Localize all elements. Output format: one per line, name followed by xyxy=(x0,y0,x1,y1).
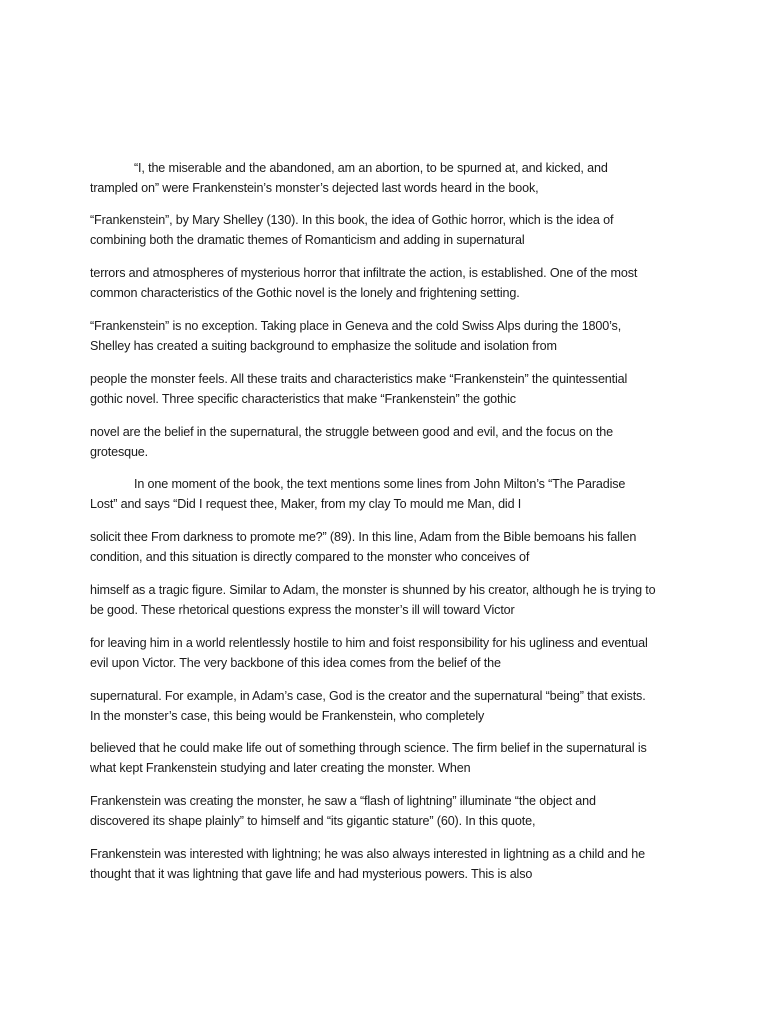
text-line: “Frankenstein” is no exception. Taking place in Geneva and the cold Swiss Alps during the 1800’s, xyxy=(90,319,622,333)
text-line: In the monster’s case, this being would be Frankenstein, who completely xyxy=(90,709,485,723)
text-line: discovered its shape plainly” to himself and “its gigantic stature” (60). In this quote, xyxy=(90,814,536,828)
text-line: In one moment of the book, the text mentions some lines from John Milton’s “The Paradise xyxy=(134,477,626,491)
text-line: people the monster feels. All these traits and characteristics make “Frankenstein” the quintessential xyxy=(90,372,628,386)
text-line: combining both the dramatic themes of Romanticism and adding in supernatural xyxy=(90,233,525,247)
text-line: “I, the miserable and the abandoned, am an abortion, to be spurned at, and kicked, and xyxy=(134,161,608,175)
text-line: for leaving him in a world relentlessly hostile to him and foist responsibility for his ugliness and eventual xyxy=(90,636,648,650)
text-line: what kept Frankenstein studying and later creating the monster. When xyxy=(90,761,471,775)
text-line: Frankenstein was interested with lightning; he was also always interested in lightning as a child and he xyxy=(90,847,645,861)
text-line: thought that it was lightning that gave life and had mysterious powers. This is also xyxy=(90,867,533,881)
text-line: Lost” and says “Did I request thee, Maker, from my clay To mould me Man, did I xyxy=(90,497,522,511)
text-line: supernatural. For example, in Adam’s case, God is the creator and the supernatural “being” that exists. xyxy=(90,689,646,703)
text-line: gothic novel. Three specific characteristics that make “Frankenstein” the gothic xyxy=(90,392,516,406)
text-line: believed that he could make life out of something through science. The firm belief in the supernatural is xyxy=(90,741,647,755)
text-line: “Frankenstein”, by Mary Shelley (130). In this book, the idea of Gothic horror, which is the idea of xyxy=(90,213,614,227)
text-line: Shelley has created a suiting background to emphasize the solitude and isolation from xyxy=(90,339,557,353)
text-line: condition, and this situation is directly compared to the monster who conceives of xyxy=(90,550,530,564)
text-line: trampled on” were Frankenstein’s monster’s dejected last words heard in the book, xyxy=(90,181,539,195)
text-line: common characteristics of the Gothic novel is the lonely and frightening setting. xyxy=(90,286,520,300)
text-line: Frankenstein was creating the monster, he saw a “flash of lightning” illuminate “the object and xyxy=(90,794,596,808)
text-line: himself as a tragic figure. Similar to Adam, the monster is shunned by his creator, although he is trying to xyxy=(90,583,656,597)
text-line: novel are the belief in the supernatural, the struggle between good and evil, and the focus on the xyxy=(90,425,614,439)
text-line: be good. These rhetorical questions express the monster’s ill will toward Victor xyxy=(90,603,515,617)
text-line: grotesque. xyxy=(90,445,149,459)
text-line: solicit thee From darkness to promote me?” (89). In this line, Adam from the Bible bemoans his fallen xyxy=(90,530,637,544)
text-line: evil upon Victor. The very backbone of this idea comes from the belief of the xyxy=(90,656,501,670)
text-line: terrors and atmospheres of mysterious horror that infiltrate the action, is established. One of the most xyxy=(90,266,638,280)
